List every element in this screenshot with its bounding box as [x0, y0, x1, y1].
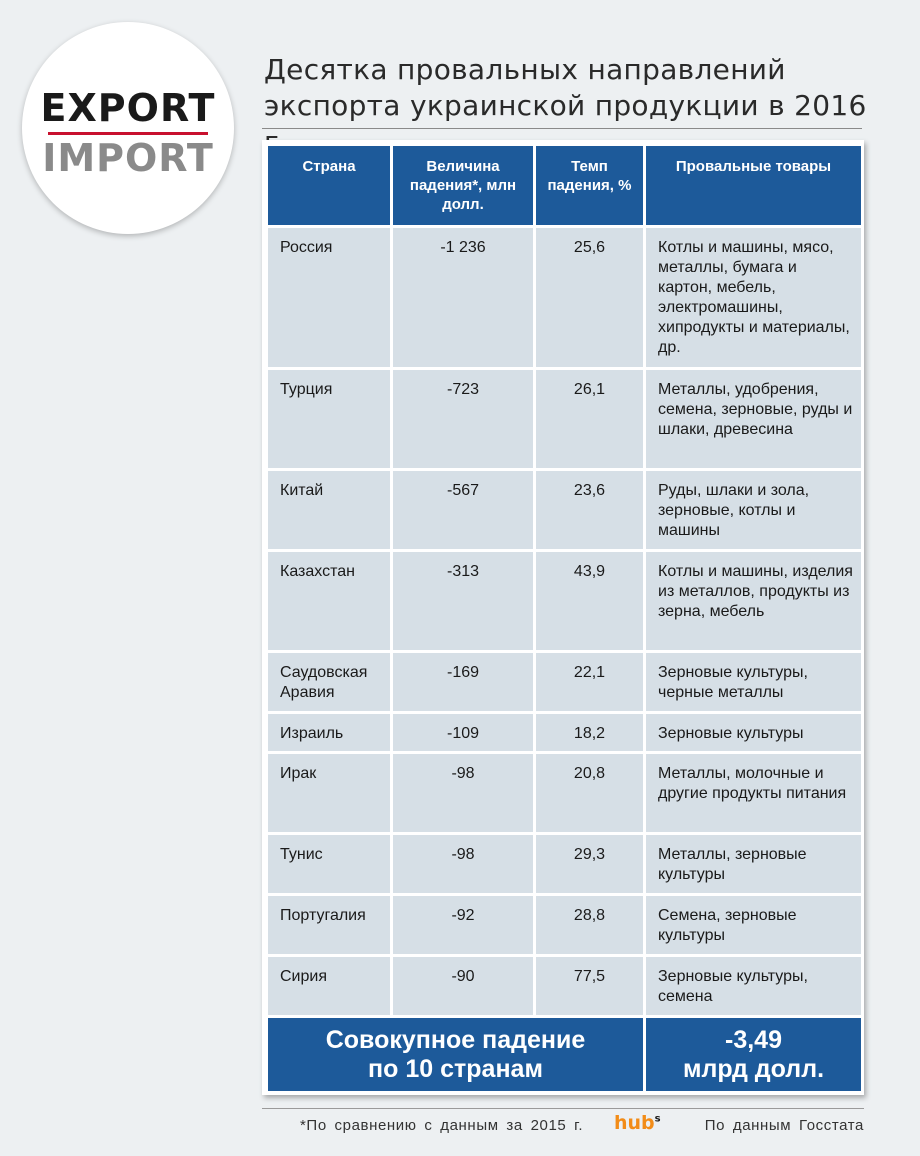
- export-drop-table: [262, 140, 864, 1095]
- table-row: [267, 551, 863, 652]
- total-value: [645, 1017, 863, 1093]
- cell-goods: Руды, шлаки и зола, зерновые, котлы и машины: [645, 470, 863, 551]
- cell-goods: Котлы и машины, мясо, металлы, бумага и картон, мебель, электромашины, хипродукты и материалы, др.: [645, 227, 863, 369]
- cell-drop: -1 236: [392, 227, 535, 369]
- cell-drop: -723: [392, 369, 535, 470]
- cell-rate: 23,6: [535, 470, 645, 551]
- cell-country: Израиль: [267, 713, 392, 753]
- cell-rate: 18,2: [535, 713, 645, 753]
- cell-country: Китай: [267, 470, 392, 551]
- cell-goods: Зерновые культуры, черные металлы: [645, 652, 863, 713]
- table-row: [267, 227, 863, 369]
- logo-text-export: EXPORT: [40, 86, 216, 130]
- cell-goods: Зерновые культуры: [645, 713, 863, 753]
- table-row: [267, 713, 863, 753]
- logo-text-import: IMPORT: [42, 136, 214, 180]
- cell-drop: -90: [392, 956, 535, 1017]
- cell-drop: -92: [392, 895, 535, 956]
- cell-country: Турция: [267, 369, 392, 470]
- total-row: [267, 1017, 863, 1093]
- cell-drop: -98: [392, 753, 535, 834]
- cell-rate: 29,3: [535, 834, 645, 895]
- header-country: Страна: [267, 145, 392, 227]
- table-header-row: [267, 145, 863, 227]
- cell-rate: 28,8: [535, 895, 645, 956]
- table-row: [267, 652, 863, 713]
- source-note: По данным Госстата: [704, 1117, 864, 1134]
- cell-country: Португалия: [267, 895, 392, 956]
- title-line-2: экспорта украинской продукции в 2016: [264, 89, 867, 122]
- table-row: [267, 369, 863, 470]
- cell-goods: Металлы, удобрения, семена, зерновые, руды и шлаки, древесина: [645, 369, 863, 470]
- header-drop-rate: Темп падения, %: [535, 145, 645, 227]
- brand-text: hub: [614, 1112, 655, 1134]
- cell-drop: -169: [392, 652, 535, 713]
- table-row: [267, 956, 863, 1017]
- cell-country: Ирак: [267, 753, 392, 834]
- cell-drop: -567: [392, 470, 535, 551]
- header-goods: Провальные товары: [645, 145, 863, 227]
- footnote: *По сравнению с данным за 2015 г.: [300, 1117, 584, 1134]
- total-value-line-2: млрд долл.: [682, 1054, 825, 1083]
- cell-country: Саудовская Аравия: [267, 652, 392, 713]
- total-label-line-1: Совокупное падение: [325, 1025, 586, 1054]
- table-row: [267, 895, 863, 956]
- footer-divider: [262, 1108, 864, 1109]
- cell-rate: 25,6: [535, 227, 645, 369]
- cell-rate: 43,9: [535, 551, 645, 652]
- cell-country: Россия: [267, 227, 392, 369]
- cell-country: Сирия: [267, 956, 392, 1017]
- brand-sup: s: [654, 1113, 661, 1125]
- table-row: [267, 470, 863, 551]
- cell-drop: -313: [392, 551, 535, 652]
- cell-goods: Семена, зерновые культуры: [645, 895, 863, 956]
- total-label-line-2: по 10 странам: [368, 1054, 543, 1083]
- cell-drop: -98: [392, 834, 535, 895]
- cell-country: Казахстан: [267, 551, 392, 652]
- export-import-logo: [22, 22, 234, 234]
- cell-goods: Зерновые культуры, семена: [645, 956, 863, 1017]
- title-divider: [262, 128, 862, 129]
- hubs-brand-logo: [614, 1112, 661, 1134]
- cell-rate: 20,8: [535, 753, 645, 834]
- cell-goods: Котлы и машины, изделия из металлов, продукты из зерна, мебель: [645, 551, 863, 652]
- header-drop-value: Величина падения*, млн долл.: [392, 145, 535, 227]
- table-row: [267, 753, 863, 834]
- logo-divider: [48, 132, 208, 135]
- total-value-line-1: -3,49: [725, 1025, 782, 1054]
- cell-drop: -109: [392, 713, 535, 753]
- cell-rate: 26,1: [535, 369, 645, 470]
- table-row: [267, 834, 863, 895]
- total-label: [267, 1017, 645, 1093]
- cell-goods: Металлы, зерновые культуры: [645, 834, 863, 895]
- title-line-1: Десятка провальных направлений: [264, 53, 786, 86]
- cell-rate: 77,5: [535, 956, 645, 1017]
- cell-goods: Металлы, молочные и другие продукты питания: [645, 753, 863, 834]
- cell-country: Тунис: [267, 834, 392, 895]
- cell-rate: 22,1: [535, 652, 645, 713]
